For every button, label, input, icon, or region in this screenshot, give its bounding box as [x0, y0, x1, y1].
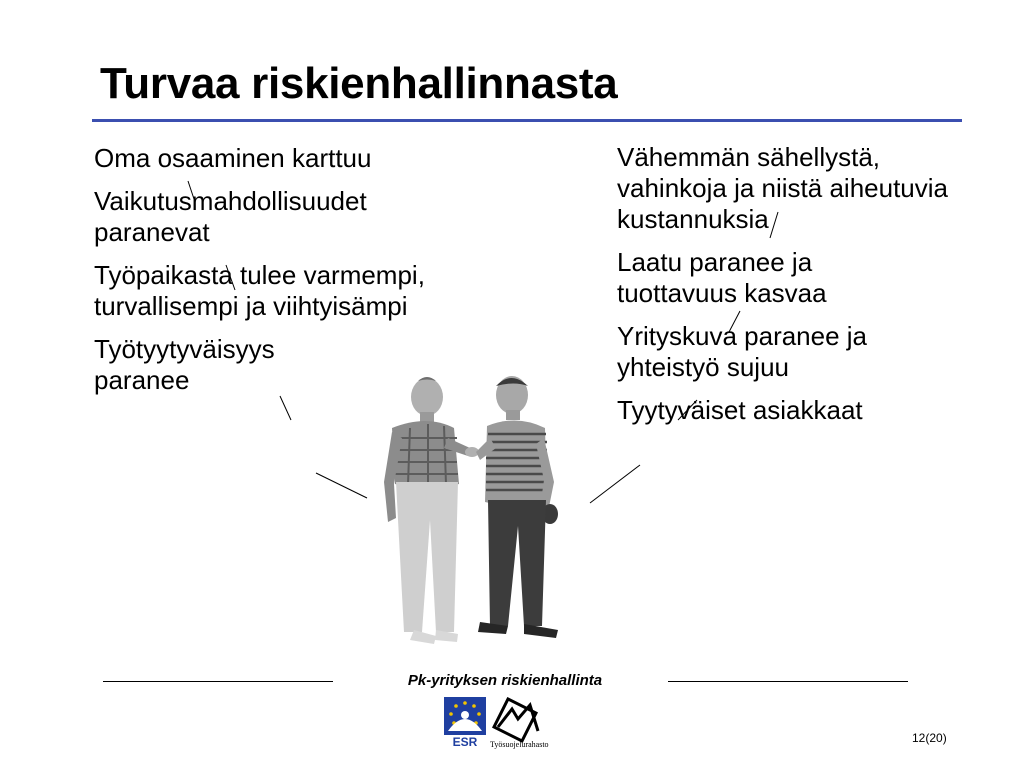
esr-logo-text: ESR [452, 735, 478, 747]
list-item: Työtyytyväisyys paranee [94, 334, 275, 395]
list-item: Vähemmän sähellystä, vahinkoja ja niistä aiheutuvia kustannuksia [617, 142, 948, 234]
footer-title: Pk-yrityksen riskienhallinta [407, 672, 603, 689]
benefits-right-list [617, 142, 987, 438]
tyosuojelurahasto-logo [490, 697, 560, 749]
esr-logo [444, 697, 486, 747]
footer-rule-left [103, 681, 333, 682]
title-underline [92, 119, 962, 122]
list-item: Yrityskuva paranee ja yhteistyö sujuu [617, 321, 868, 382]
handshake-illustration [372, 368, 582, 653]
list-item: Laatu paranee ja tuottavuus kasvaa [617, 247, 827, 308]
list-item: Tyytyväiset asiakkaat [617, 395, 863, 425]
slide-title: Turvaa riskienhallinnasta [100, 59, 618, 108]
footer-rule-right [668, 681, 908, 682]
list-item: Oma osaaminen karttuu [94, 143, 372, 173]
page-number: 12(20) [912, 731, 947, 745]
list-item: Vaikutusmahdollisuudet paranevat [94, 186, 367, 247]
list-item: Työpaikasta tulee varmempi, turvallisempi ja viihtyisämpi [94, 260, 425, 321]
tyosuojelurahasto-logo-text: Työsuojelurahasto [490, 740, 549, 749]
